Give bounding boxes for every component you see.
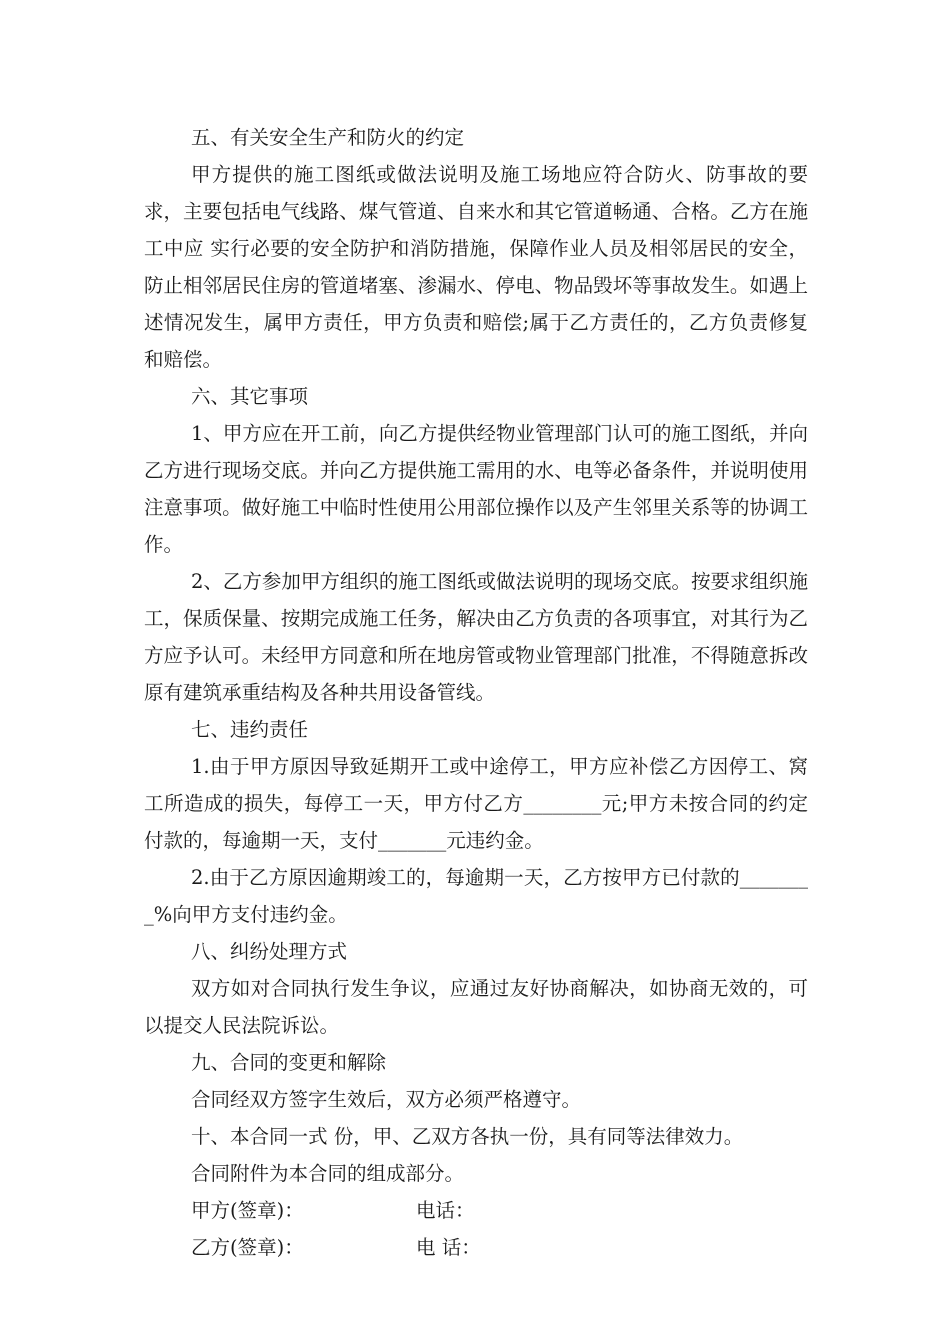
section-10-body: 合同附件为本合同的组成部分。 [191,1162,465,1185]
section-6-item-2: 2、乙方参加甲方组织的施工图纸或做法说明的现场交底。按要求组织施工，保质保量、按期完成施工任务，解决由乙方负责的各项事宜，对其行为乙方应予认可。未经甲方同意和所在地房管或物业管理部门批准，不得随意拆改原有建筑承重结构及各种共用设备管线。 [144,570,808,704]
party-a-phone-label: 电话： [416,1199,475,1222]
party-a-signature-row [144,1192,808,1229]
section-7-title: 七、违约责任 [191,718,309,741]
section-8-title: 八、纠纷处理方式 [191,940,348,963]
section-6-item-1: 1、甲方应在开工前，向乙方提供经物业管理部门认可的施工图纸，并向乙方进行现场交底。并向乙方提供施工需用的水、电等必备条件，并说明使用注意事项。做好施工中临时性使用公用部位操作以及产生邻里关系等的协调工作。 [144,422,808,556]
section-10-title: 十、本合同一式 份，甲、乙双方各执一份，具有同等法律效力。 [191,1125,744,1148]
party-b-phone-label: 电 话： [416,1236,481,1259]
party-b-signature-label: 乙方(签章)： [191,1236,304,1259]
section-8-body: 双方如对合同执行发生争议，应通过友好协商解决，如协商无效的，可以提交人民法院诉讼。 [144,977,808,1037]
section-9-body: 合同经双方签字生效后，双方必须严格遵守。 [191,1088,582,1111]
party-a-signature-label: 甲方(签章)： [191,1199,304,1222]
section-9-title: 九、合同的变更和解除 [191,1051,387,1074]
section-7-item-2: 2.由于乙方原因逾期竣工的，每逾期一天，乙方按甲方已付款的________%向甲方支付违约金。 [144,866,808,926]
section-5-title: 五、有关安全生产和防火的约定 [191,126,465,149]
party-b-signature-row [144,1229,808,1266]
contract-page [144,119,808,1266]
section-5-body: 甲方提供的施工图纸或做法说明及施工场地应符合防火、防事故的要求，主要包括电气线路、煤气管道、自来水和其它管道畅通、合格。乙方在施工中应 实行必要的安全防护和消防措施，保障作业人员及相邻居民的安全，防止相邻居民住房的管道堵塞、渗漏水、停电、物品毁坏等事故发生。如遇上述情况发生，属甲方责任，甲方负责和赔偿;属于乙方责任的，乙方负责修复和赔偿。 [144,163,808,371]
section-6-title: 六、其它事项 [191,385,309,408]
section-7-item-1: 1.由于甲方原因导致延期开工或中途停工，甲方应补偿乙方因停工、窝工所造成的损失，每停工一天，甲方付乙方________元;甲方未按合同的约定付款的，每逾期一天，支付_______元违约金。 [144,755,808,852]
